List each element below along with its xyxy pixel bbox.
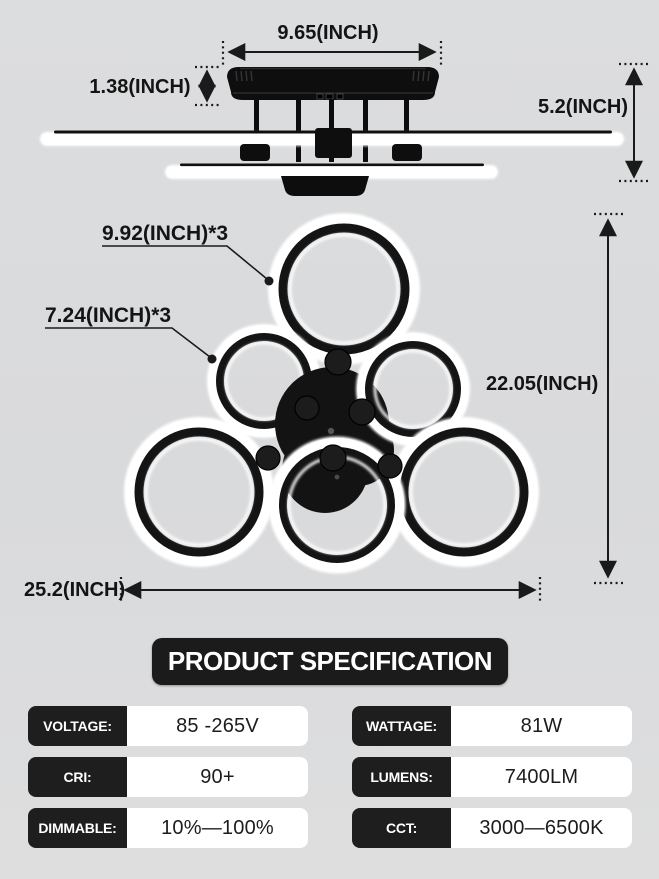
spec-value-dimmable: 10%—100% [127, 808, 308, 848]
ring-bottom-right-large [396, 424, 532, 560]
ceiling-light-front-view [131, 220, 532, 567]
leader-dot-large-ring [265, 277, 274, 286]
spec-label-cri: CRI: [28, 757, 127, 797]
lower-mount-disc [281, 176, 369, 196]
leader-dot-small-ring [208, 355, 217, 364]
spec-value-wattage: 81W [451, 706, 632, 746]
overall-height-label: 22.05(INCH) [486, 373, 599, 395]
overall-width-label: 25.2(INCH) [24, 579, 126, 601]
spec-value-cct: 3000—6500K [451, 808, 632, 848]
spec-value-cri: 90+ [127, 757, 308, 797]
spec-value-voltage: 85 -265V [127, 706, 308, 746]
large-ring-size-label: 9.92(INCH)*3 [102, 222, 229, 245]
mount-screw-dot [328, 428, 334, 434]
spec-value-lumens: 7400LM [451, 757, 632, 797]
canopy-height-label: 1.38(INCH) [89, 76, 191, 98]
mount-screw-dot-2 [335, 475, 340, 480]
canopy-connector-holes [317, 94, 343, 99]
fixture-height-label: 5.2(INCH) [538, 96, 629, 118]
spec-label-lumens: LUMENS: [352, 757, 451, 797]
spec-row-voltage [28, 706, 308, 746]
spec-header: PRODUCT SPECIFICATION [152, 638, 508, 685]
spec-row-cri [28, 757, 308, 797]
spec-row-dimmable [28, 808, 308, 848]
spec-row-wattage [352, 706, 632, 746]
spec-label-dimmable: DIMMABLE: [28, 808, 127, 848]
canopy-width-label: 9.65(INCH) [277, 22, 379, 44]
spec-row-cct [352, 808, 632, 848]
ring-bottom-left-large [131, 424, 267, 560]
spec-row-lumens [352, 757, 632, 797]
spec-label-wattage: WATTAGE: [352, 706, 451, 746]
spec-label-voltage: VOLTAGE: [28, 706, 127, 746]
small-ring-size-label: 7.24(INCH)*3 [45, 304, 172, 327]
spec-label-cct: CCT: [352, 808, 451, 848]
